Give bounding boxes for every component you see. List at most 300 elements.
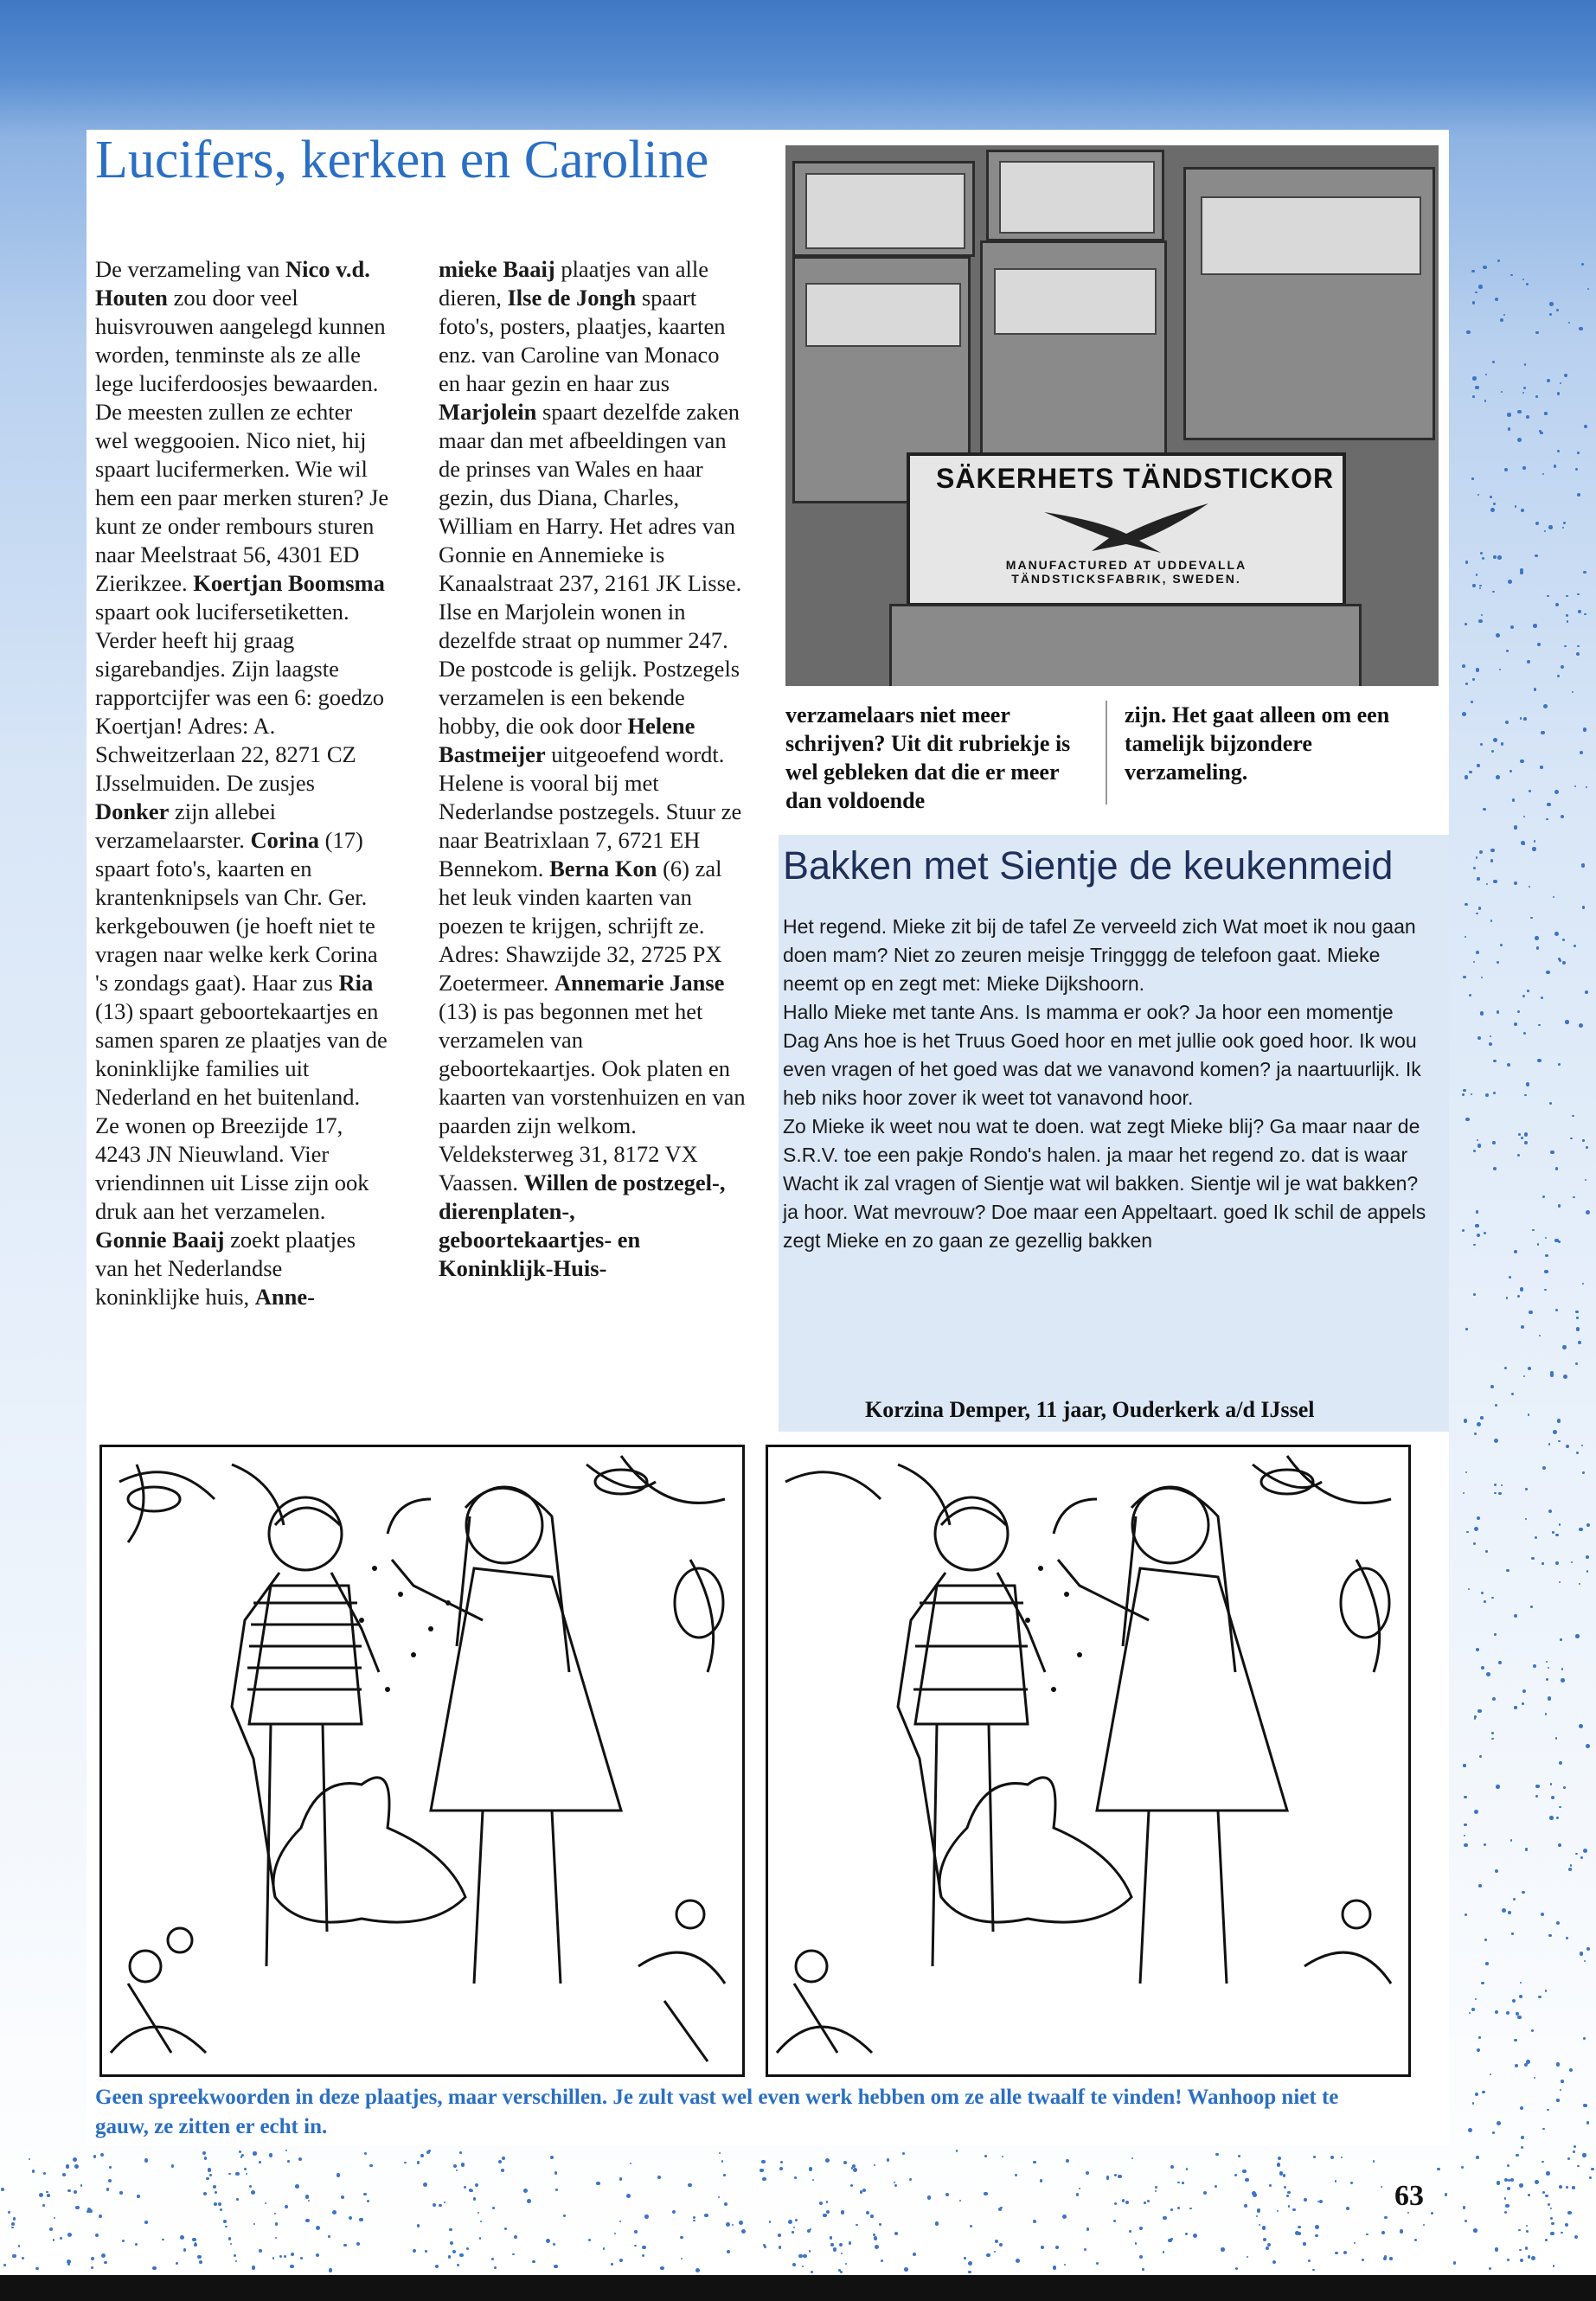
- speckle-dot: [1469, 994, 1471, 997]
- speckle-dot: [1545, 2195, 1548, 2197]
- speckle-dot: [1555, 1561, 1559, 1565]
- speckle-dot: [1517, 410, 1522, 414]
- speckle-dot: [1485, 1962, 1489, 1965]
- speckle-dot: [1507, 413, 1511, 417]
- speckle-dot: [1062, 2214, 1067, 2219]
- speckle-dot: [1557, 1419, 1561, 1422]
- speckle-dot: [1525, 1488, 1528, 1490]
- speckle-dot: [1541, 1913, 1544, 1916]
- article-title: Lucifers, kerken en Caroline: [95, 131, 709, 189]
- speckle-dot: [1579, 1583, 1580, 1585]
- speckle-dot: [1579, 327, 1582, 330]
- speckle-dot: [1476, 913, 1477, 914]
- speckle-dot: [1040, 2179, 1042, 2182]
- speckle-dot: [1465, 1118, 1469, 1121]
- speckle-dot: [1566, 595, 1567, 597]
- speckle-dot: [95, 2234, 99, 2237]
- speckle-dot: [798, 2254, 803, 2259]
- speckle-dot: [1478, 619, 1482, 623]
- speckle-dot: [1186, 2168, 1188, 2170]
- speckle-dot: [850, 2184, 853, 2187]
- speckle-dot: [1139, 2227, 1143, 2230]
- speckle-dot: [1582, 2153, 1586, 2157]
- speckle-dot: [874, 2236, 877, 2240]
- story-title: Bakken met Sientje de keukenmeid: [783, 843, 1394, 888]
- speckle-dot: [1566, 1937, 1567, 1939]
- speckle-dot: [1304, 2198, 1307, 2202]
- speckle-dot: [1545, 1713, 1547, 1715]
- speckle-dot: [1545, 2239, 1548, 2241]
- speckle-dot: [461, 2163, 465, 2167]
- speckle-dot: [152, 2266, 157, 2271]
- speckle-dot: [1584, 1960, 1586, 1962]
- speckle-dot: [1335, 2252, 1337, 2254]
- speckle-dot: [1520, 2106, 1523, 2110]
- speckle-dot: [1543, 704, 1548, 708]
- speckle-dot: [986, 2253, 990, 2258]
- article-column-2: [439, 255, 746, 1283]
- speckle-dot: [1262, 2226, 1266, 2229]
- article-column-4: zijn. Het gaat alleen om een tamelijk bijzondere verzameling.: [1125, 702, 1390, 785]
- speckle-dot: [792, 2231, 794, 2234]
- story-author: Korzina Demper, 11 jaar, Ouderkerk a/d IJssel: [865, 1397, 1315, 1422]
- speckle-dot: [1474, 1527, 1478, 1531]
- speckle-dot: [1465, 775, 1469, 779]
- speckle-dot: [1483, 808, 1485, 811]
- speckle-dot: [1535, 1785, 1539, 1788]
- speckle-dot: [1494, 1439, 1498, 1443]
- speckle-dot: [1586, 1570, 1588, 1572]
- speckle-dot: [856, 2224, 857, 2226]
- speckle-dot: [1572, 2186, 1575, 2189]
- speckle-dot: [1586, 786, 1587, 788]
- matchbox-subtext: MANUFACTURED AT UDDEVALLA TÄNDSTICKSFABRIK, SWEDEN.: [1005, 558, 1247, 586]
- speckle-dot: [512, 2253, 515, 2256]
- speckle-dot: [1562, 939, 1565, 941]
- article-text: spaart ook lucifersetiketten. Verder heeft hij graag sigarebandjes. Zijn laagste rapportcijfer was een 6: goedzo Koertjan! Adres: A. Schweitzerlaan 22, 8271 CZ IJsselmuiden. De zusjes: [95, 599, 385, 796]
- matchbox-brand: SÄKERHETS TÄNDSTICKOR: [936, 463, 1335, 494]
- speckle-dot: [253, 2151, 256, 2155]
- speckle-dot: [504, 2227, 507, 2230]
- speckle-dot: [1170, 2208, 1173, 2211]
- speckle-dot: [135, 2243, 138, 2246]
- speckle-dot: [1502, 1908, 1506, 1913]
- speckle-dot: [1242, 2170, 1247, 2174]
- speckle-dot: [1548, 1443, 1550, 1445]
- speckle-dot: [1540, 766, 1542, 768]
- speckle-dot: [235, 2172, 239, 2176]
- speckle-dot: [554, 2171, 558, 2175]
- speckle-dot: [1272, 2260, 1276, 2264]
- speckle-dot: [162, 2239, 163, 2240]
- speckle-dot: [1490, 859, 1493, 862]
- speckle-dot: [1528, 2255, 1531, 2259]
- speckle-dot: [1478, 285, 1482, 288]
- speckle-dot: [47, 2194, 50, 2197]
- speckle-dot: [1556, 2062, 1560, 2066]
- matchbox: [792, 161, 975, 257]
- speckle-dot: [91, 2266, 93, 2269]
- speckle-dot: [1508, 427, 1510, 430]
- speckle-dot: [1545, 1254, 1548, 1258]
- speckle-dot: [1481, 1592, 1484, 1594]
- speckle-dot: [1437, 2168, 1439, 2170]
- speckle-dot: [1579, 1023, 1583, 1028]
- speckle-dot: [1544, 1270, 1548, 1274]
- speckle-dot: [1522, 466, 1525, 469]
- speckle-dot: [275, 2222, 279, 2226]
- speckle-dot: [672, 2210, 676, 2214]
- speckle-dot: [894, 2232, 898, 2235]
- speckle-dot: [214, 2202, 217, 2206]
- speckle-dot: [1489, 2267, 1491, 2270]
- speckle-dot: [42, 2204, 45, 2207]
- speckle-dot: [1532, 847, 1535, 850]
- speckle-dot: [439, 2204, 442, 2208]
- speckle-dot: [1591, 2168, 1594, 2171]
- speckle-dot: [1147, 2200, 1150, 2202]
- speckle-dot: [1490, 849, 1494, 852]
- speckle-dot: [1559, 1523, 1561, 1526]
- speckle-dot: [845, 2263, 847, 2265]
- speckle-dot: [272, 2257, 274, 2259]
- swallow-icon: [1040, 499, 1213, 555]
- speckle-dot: [1400, 2229, 1403, 2233]
- page-number: 63: [1394, 2180, 1424, 2212]
- speckle-dot: [1511, 1932, 1513, 1934]
- puzzle-drawing-left: [99, 1445, 745, 2077]
- speckle-dot: [491, 2258, 494, 2260]
- speckle-dot: [1033, 2161, 1035, 2163]
- speckle-dot: [1585, 990, 1588, 994]
- speckle-dot: [1526, 415, 1529, 419]
- speckle-dot: [8, 2211, 10, 2214]
- speckle-dot: [634, 2245, 637, 2247]
- speckle-dot: [1561, 1678, 1565, 1682]
- speckle-dot: [1493, 738, 1497, 742]
- speckle-dot: [1577, 452, 1580, 454]
- speckle-dot: [464, 2186, 466, 2189]
- speckle-dot: [1497, 555, 1502, 560]
- children-dog-illustration: [102, 1447, 742, 2074]
- speckle-dot: [1485, 1093, 1489, 1097]
- speckle-dot: [1278, 2157, 1281, 2160]
- speckle-dot: [67, 2189, 70, 2192]
- speckle-dot: [532, 2260, 535, 2263]
- speckle-dot: [75, 2206, 79, 2209]
- speckle-dot: [1508, 1911, 1511, 1914]
- article-column-1: [95, 255, 389, 1311]
- speckle-dot: [1471, 270, 1475, 273]
- speckle-dot: [1542, 1562, 1544, 1565]
- speckle-dot: [492, 2207, 495, 2209]
- speckle-dot: [1498, 1492, 1502, 1496]
- speckle-dot: [404, 2162, 406, 2163]
- speckle-dot: [1468, 2128, 1472, 2132]
- speckle-dot: [1526, 1082, 1529, 1086]
- speckle-dot: [448, 2255, 452, 2259]
- speckle-dot: [1494, 1633, 1496, 1635]
- speckle-dot: [688, 2183, 691, 2187]
- speckle-dot: [1463, 976, 1466, 979]
- speckle-dot: [970, 2225, 972, 2227]
- speckle-dot: [723, 2174, 725, 2176]
- speckle-dot: [1527, 990, 1529, 992]
- speckle-dot: [1477, 1234, 1480, 1237]
- speckle-dot: [1524, 1094, 1527, 1097]
- speckle-dot: [1135, 2242, 1138, 2245]
- speckle-dot: [1575, 1853, 1577, 1855]
- speckle-dot: [1312, 2269, 1314, 2271]
- speckle-dot: [1578, 1341, 1581, 1344]
- speckle-dot: [1550, 2217, 1553, 2220]
- speckle-dot: [762, 2177, 766, 2181]
- speckle-dot: [1234, 2174, 1237, 2176]
- speckle-dot: [1520, 717, 1522, 720]
- speckle-dot: [823, 2214, 827, 2218]
- speckle-dot: [329, 2268, 333, 2272]
- speckle-dot: [833, 2247, 837, 2252]
- speckle-dot: [830, 2236, 833, 2240]
- speckle-dot: [1144, 2202, 1146, 2204]
- speckle-dot: [249, 2185, 252, 2188]
- article-text: spaart dezelfde zaken maar dan met afbeeldingen van de prinses van Wales en haar gezin, dus Diana, Charles, William en Harry. Het adres van Gonnie en Annemieke is Kanaalstraat 237, 2161 JK Lisse. Ilse en Marjolein wonen in dezelfde straat op nummer 247. De postcode is gelijk. Postzegels verzamelen is een bekende hobby, die ook door: [439, 399, 742, 739]
- speckle-dot: [1537, 643, 1541, 646]
- speckle-dot: [1445, 2193, 1447, 2195]
- speckle-dot: [1553, 2265, 1554, 2266]
- speckle-dot: [1576, 1327, 1580, 1331]
- speckle-dot: [1016, 2259, 1020, 2263]
- speckle-dot: [826, 2201, 828, 2202]
- speckle-dot: [1477, 1516, 1480, 1520]
- speckle-dot: [1561, 2080, 1564, 2083]
- speckle-dot: [1066, 2159, 1069, 2163]
- speckle-dot: [1538, 1996, 1541, 1998]
- article-text: zoekt plaatjes van het Nederlandse koninklijke huis,: [95, 1227, 356, 1310]
- speckle-dot: [1547, 2109, 1549, 2112]
- speckle-dot: [1466, 1531, 1468, 1533]
- speckle-dot: [1465, 683, 1468, 685]
- speckle-dot: [1463, 1764, 1465, 1766]
- speckle-dot: [1142, 2268, 1144, 2271]
- speckle-dot: [1549, 1816, 1554, 1820]
- speckle-dot: [1475, 386, 1478, 389]
- puzzle-caption: Geen spreekwoorden in deze plaatjes, maar verschillen. Je zult vast wel even werk hebben om ze alle twaalf te vinden! Wanhoop niet te gauw, ze zitten er echt in.: [95, 2086, 1339, 2138]
- speckle-dot: [1532, 1229, 1535, 1232]
- speckle-dot: [1041, 2246, 1044, 2249]
- speckle-dot: [588, 2239, 591, 2241]
- speckle-dot: [253, 2223, 255, 2225]
- speckle-dot: [1520, 2259, 1523, 2262]
- speckle-dot: [1118, 2175, 1122, 2179]
- speckle-dot: [1346, 2207, 1349, 2210]
- speckle-dot: [1570, 1138, 1572, 1139]
- speckle-dot: [1476, 2156, 1479, 2159]
- article-text: zou door veel huisvrouwen aangelegd kunnen worden, tenminste als ze alle lege luciferdoosjes bewaarden. De meesten zullen ze echter wel weggooien. Nico niet, hij spaart lucifermerken. Wie wil hem een paar merken sturen? Je kunt ze onder rembours sturen naar Meelstraat 56, 4301 ED Zierikzee.: [95, 285, 389, 596]
- speckle-dot: [3, 2264, 6, 2266]
- speckle-dot: [1587, 288, 1589, 290]
- speckle-dot: [1500, 318, 1503, 322]
- speckle-dot: [1535, 395, 1538, 398]
- speckle-dot: [1491, 1732, 1494, 1734]
- speckle-dot: [956, 2150, 958, 2152]
- speckle-dot: [1535, 2180, 1539, 2184]
- speckle-dot: [1472, 376, 1477, 381]
- speckle-dot: [1537, 1243, 1539, 1245]
- speckle-dot: [721, 2160, 723, 2162]
- speckle-dot: [305, 2195, 309, 2198]
- speckle-dot: [1557, 392, 1560, 394]
- speckle-dot: [1522, 1689, 1526, 1693]
- speckle-dot: [420, 2154, 424, 2157]
- speckle-dot: [1581, 863, 1586, 868]
- speckle-dot: [1572, 1115, 1574, 1117]
- speckle-dot: [760, 2169, 763, 2172]
- speckle-dot: [1553, 1430, 1557, 1434]
- speckle-dot: [1499, 669, 1501, 670]
- speckle-dot: [1528, 1413, 1529, 1415]
- speckle-dot: [259, 2249, 262, 2253]
- speckle-dot: [215, 2191, 217, 2194]
- collector-name: Koertjan Boomsma: [193, 570, 385, 596]
- speckle-dot: [108, 2179, 112, 2182]
- speckle-dot: [119, 2191, 122, 2194]
- speckle-dot: [1245, 2178, 1249, 2182]
- speckle-dot: [1431, 2212, 1433, 2214]
- speckle-dot: [1557, 450, 1560, 452]
- speckle-dot: [644, 2214, 649, 2219]
- speckle-dot: [359, 2218, 363, 2222]
- speckle-dot: [1221, 2247, 1224, 2251]
- speckle-dot: [1566, 2186, 1568, 2189]
- article-text: plaatjes van alle dieren,: [439, 256, 709, 311]
- speckle-dot: [1570, 1864, 1572, 1866]
- speckle-dot: [1513, 1898, 1516, 1900]
- speckle-dot: [1560, 2089, 1561, 2091]
- speckle-dot: [1476, 1210, 1478, 1213]
- speckle-dot: [809, 2167, 812, 2170]
- speckle-dot: [727, 2250, 730, 2253]
- speckle-dot: [1106, 2176, 1109, 2178]
- speckle-dot: [1477, 1422, 1481, 1426]
- speckle-dot: [1575, 1634, 1580, 1638]
- speckle-dot: [1086, 2171, 1089, 2175]
- speckle-dot: [1493, 503, 1496, 505]
- speckle-dot: [1580, 1952, 1584, 1956]
- speckle-dot: [1476, 668, 1479, 671]
- speckle-dot: [1315, 2225, 1319, 2229]
- speckle-dot: [1554, 932, 1559, 936]
- speckle-dot: [875, 2245, 879, 2249]
- speckle-dot: [1481, 1982, 1484, 1984]
- speckle-dot: [206, 2177, 209, 2181]
- speckle-dot: [1577, 2165, 1579, 2167]
- speckle-dot: [228, 2237, 232, 2240]
- speckle-dot: [546, 2239, 550, 2243]
- speckle-dot: [1298, 2226, 1300, 2228]
- speckle-dot: [1561, 2232, 1562, 2234]
- speckle-dot: [1315, 2234, 1317, 2237]
- speckle-dot: [1490, 920, 1493, 922]
- speckle-dot: [308, 2200, 310, 2202]
- speckle-dot: [1473, 1542, 1476, 1545]
- speckle-dot: [619, 2177, 623, 2181]
- speckle-dot: [1494, 1492, 1496, 1494]
- speckle-dot: [1477, 764, 1479, 766]
- speckle-dot: [1560, 382, 1561, 384]
- speckle-dot: [812, 2179, 814, 2181]
- speckle-dot: [984, 2192, 987, 2195]
- speckle-dot: [807, 2229, 811, 2233]
- speckle-dot: [1558, 1843, 1561, 1847]
- speckle-dot: [66, 2164, 69, 2168]
- article-column-3: verzamelaars niet meer schrijven? Uit dit rubriekje is wel gebleken dat die er meer dan voldoende: [785, 702, 1071, 813]
- speckle-dot: [1566, 1445, 1569, 1448]
- speckle-dot: [554, 2265, 558, 2269]
- collector-name: Marjolein: [439, 399, 537, 425]
- speckle-dot: [1535, 554, 1537, 557]
- article-text: (6) zal het leuk vinden kaarten van poezen te krijgen, schrijft ze. Adres: Shawzijde 32, 2725 PX Zoetermeer.: [439, 856, 722, 996]
- speckle-dot: [426, 2150, 430, 2154]
- speckle-dot: [1373, 2160, 1375, 2162]
- speckle-dot: [1533, 1664, 1536, 1668]
- speckle-dot: [935, 2221, 939, 2226]
- speckle-dot: [287, 2160, 290, 2163]
- article-text: zijn allebei verzamelaarster.: [95, 798, 277, 853]
- speckle-dot: [779, 2167, 783, 2170]
- speckle-dot: [726, 2222, 730, 2227]
- speckle-dot: [1079, 2188, 1080, 2189]
- article-text: (17) spaart foto's, kaarten en krantenknipsels van Chr. Ger. kerkgebouwen (je hoeft niet te vragen naar welke kerk Corina 's zondags gaat). Haar zus: [95, 827, 378, 996]
- collector-name: Willen de postzegel-, dierenplaten-, geboortekaartjes- en Koninklijk-Huis-: [439, 1170, 726, 1281]
- speckle-dot: [369, 2164, 372, 2167]
- speckle-dot: [1508, 2179, 1510, 2182]
- speckle-dot: [1507, 1063, 1510, 1067]
- speckle-dot: [1517, 438, 1522, 442]
- children-dog-illustration: [768, 1447, 1408, 2074]
- speckle-dot: [337, 2173, 340, 2176]
- speckle-dot: [819, 2202, 823, 2205]
- speckle-dot: [1492, 591, 1494, 593]
- speckle-dot: [1215, 2153, 1218, 2156]
- speckle-dot: [456, 2170, 458, 2171]
- speckle-dot: [1575, 1311, 1578, 1313]
- speckle-dot: [244, 2168, 247, 2170]
- speckle-dot: [1586, 1744, 1590, 1748]
- collector-name: Helene Bastmeijer: [439, 713, 695, 767]
- collector-name: mieke Baaij: [439, 256, 555, 282]
- speckle-dot: [841, 2210, 844, 2214]
- speckle-dot: [502, 2157, 505, 2160]
- speckle-dot: [788, 2220, 792, 2224]
- speckle-dot: [1510, 2178, 1514, 2182]
- speckle-dot: [1563, 1786, 1566, 1789]
- speckle-dot: [1139, 2255, 1143, 2259]
- speckle-dot: [1495, 1869, 1498, 1873]
- speckle-dot: [1303, 2242, 1305, 2245]
- speckle-dot: [870, 2214, 874, 2218]
- speckle-dot: [459, 2253, 464, 2258]
- speckle-dot: [1472, 395, 1475, 398]
- speckle-dot: [171, 2164, 174, 2167]
- speckle-dot: [998, 2208, 1002, 2211]
- speckle-dot: [695, 2268, 700, 2272]
- speckle-dot: [1484, 400, 1486, 401]
- speckle-dot: [1559, 1761, 1562, 1765]
- speckle-dot: [1479, 587, 1481, 589]
- speckle-dot: [792, 2263, 796, 2266]
- speckle-dot: [46, 2191, 48, 2194]
